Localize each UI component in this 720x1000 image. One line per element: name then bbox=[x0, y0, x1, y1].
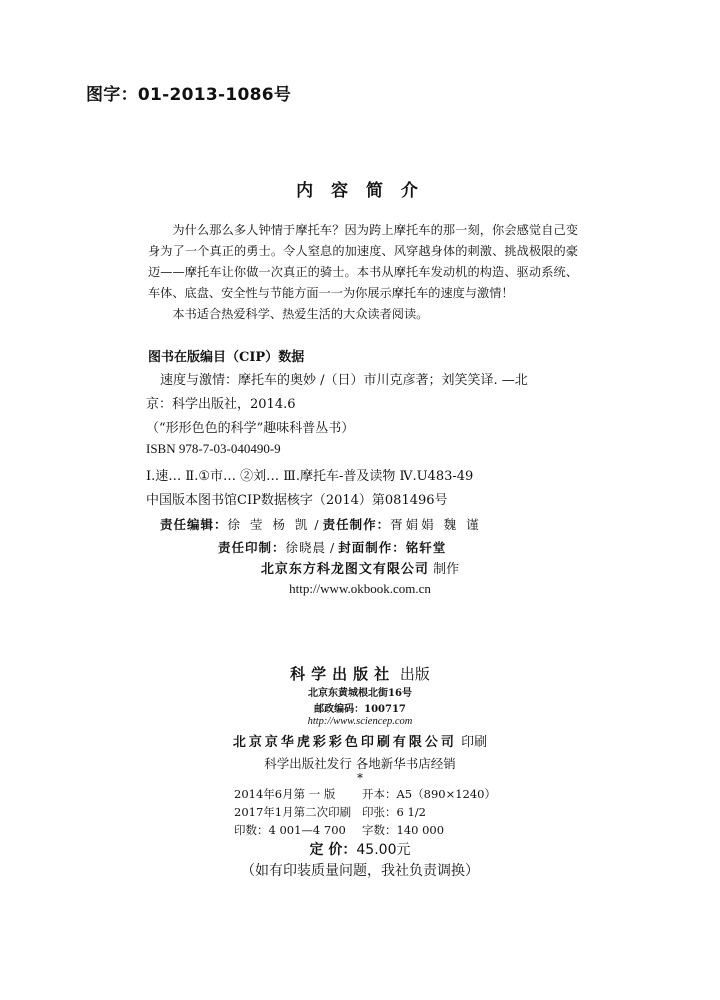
distribution-line: 科学出版社发行 各地新华书店经销 bbox=[264, 756, 456, 771]
printer-name: 北京京华虎彩彩色印刷有限公司 bbox=[232, 735, 457, 750]
credit-separator-2: / bbox=[326, 540, 339, 555]
printer-line bbox=[0, 731, 720, 750]
words: 字数：140 000 bbox=[362, 823, 445, 837]
format: 开本：A5（890×1240） bbox=[362, 787, 496, 801]
publisher-url: http://www.sciencep.com bbox=[307, 716, 413, 727]
printing-name: 徐晓晨 bbox=[285, 540, 327, 555]
publisher-postcode: 邮政编码：100717 bbox=[314, 704, 406, 715]
production-names: 胥娟娟 魏 谨 bbox=[390, 517, 482, 532]
publisher-line bbox=[0, 663, 720, 684]
intro-paragraph-2: 本书适合热爱科学、热爱生活的大众读者阅读。 bbox=[172, 307, 429, 321]
credits-editors-line bbox=[160, 515, 482, 533]
cip-line-title: 速度与激情：摩托车的奥妙 /（日）市川克彦著；刘笑笑译. —北 bbox=[160, 373, 528, 388]
cip-line-isbn: ISBN 978-7-03-040490-9 bbox=[146, 441, 281, 456]
editor-names: 徐 莹 杨 凯 bbox=[227, 517, 311, 532]
intro-title: 内 容 简 介 bbox=[296, 181, 424, 201]
cip-line-cip-number: 中国版本图书馆CIP数据核字（2014）第081496号 bbox=[146, 493, 448, 508]
printer-suffix: 印刷 bbox=[461, 735, 488, 750]
price-label: 定 价： bbox=[309, 842, 357, 858]
cip-heading: 图书在版编目（CIP）数据 bbox=[148, 350, 305, 365]
maker-line bbox=[0, 558, 720, 577]
maker-suffix: 制作 bbox=[433, 562, 460, 577]
copies: 印数：4 001—4 700 bbox=[234, 823, 346, 837]
intro-body bbox=[148, 220, 578, 325]
production-label: 责任制作： bbox=[322, 517, 391, 532]
edition: 2014年6月第 一 版 bbox=[234, 787, 336, 801]
maker-name: 北京东方科龙图文有限公司 bbox=[260, 562, 429, 577]
cover-name: 铭轩堂 bbox=[405, 540, 447, 555]
reprint: 2017年1月第二次印刷 bbox=[234, 805, 352, 819]
cip-line-classification: Ⅰ.速… Ⅱ.①市… ②刘… Ⅲ.摩托车-普及读物 Ⅳ.U483-49 bbox=[146, 469, 474, 484]
cip-line-series: （“形形色色的科学”趣味科普丛书） bbox=[146, 421, 355, 436]
separator-star: * bbox=[357, 771, 363, 785]
printing-label: 责任印制： bbox=[218, 540, 286, 555]
maker-url: http://www.okbook.com.cn bbox=[289, 581, 431, 596]
publisher-address: 北京东黄城根北街16号 bbox=[308, 688, 412, 699]
price-value: 45.00元 bbox=[356, 842, 411, 858]
registration-number: 图字：01-2013-1086号 bbox=[86, 85, 292, 105]
cip-line-publisher: 京：科学出版社，2014.6 bbox=[146, 397, 296, 412]
editor-label: 责任编辑： bbox=[160, 517, 228, 532]
sheets: 印张：6 1/2 bbox=[362, 805, 426, 819]
quality-note: （如有印装质量问题，我社负责调换） bbox=[241, 863, 479, 879]
cover-label: 封面制作： bbox=[338, 540, 406, 555]
credit-separator: / bbox=[310, 517, 323, 532]
intro-paragraph-1: 为什么那么多人钟情于摩托车？因为跨上摩托车的那一刻，你会感觉自己变身为了一个真正的勇士。令人窒息的加速度、风穿越身体的刺激、挑战极限的豪迈——摩托车让你做一次真正的骑士。本书从摩托车发动机的构造、驱动系统、车体、底盘、安全性与节能方面一一为你展示摩托车的速度与激情！ bbox=[148, 223, 578, 300]
price-line bbox=[0, 839, 720, 859]
publisher-name: 科学出版社 bbox=[290, 665, 396, 683]
credits-printing-line bbox=[218, 538, 446, 556]
publisher-suffix: 出版 bbox=[399, 665, 430, 683]
